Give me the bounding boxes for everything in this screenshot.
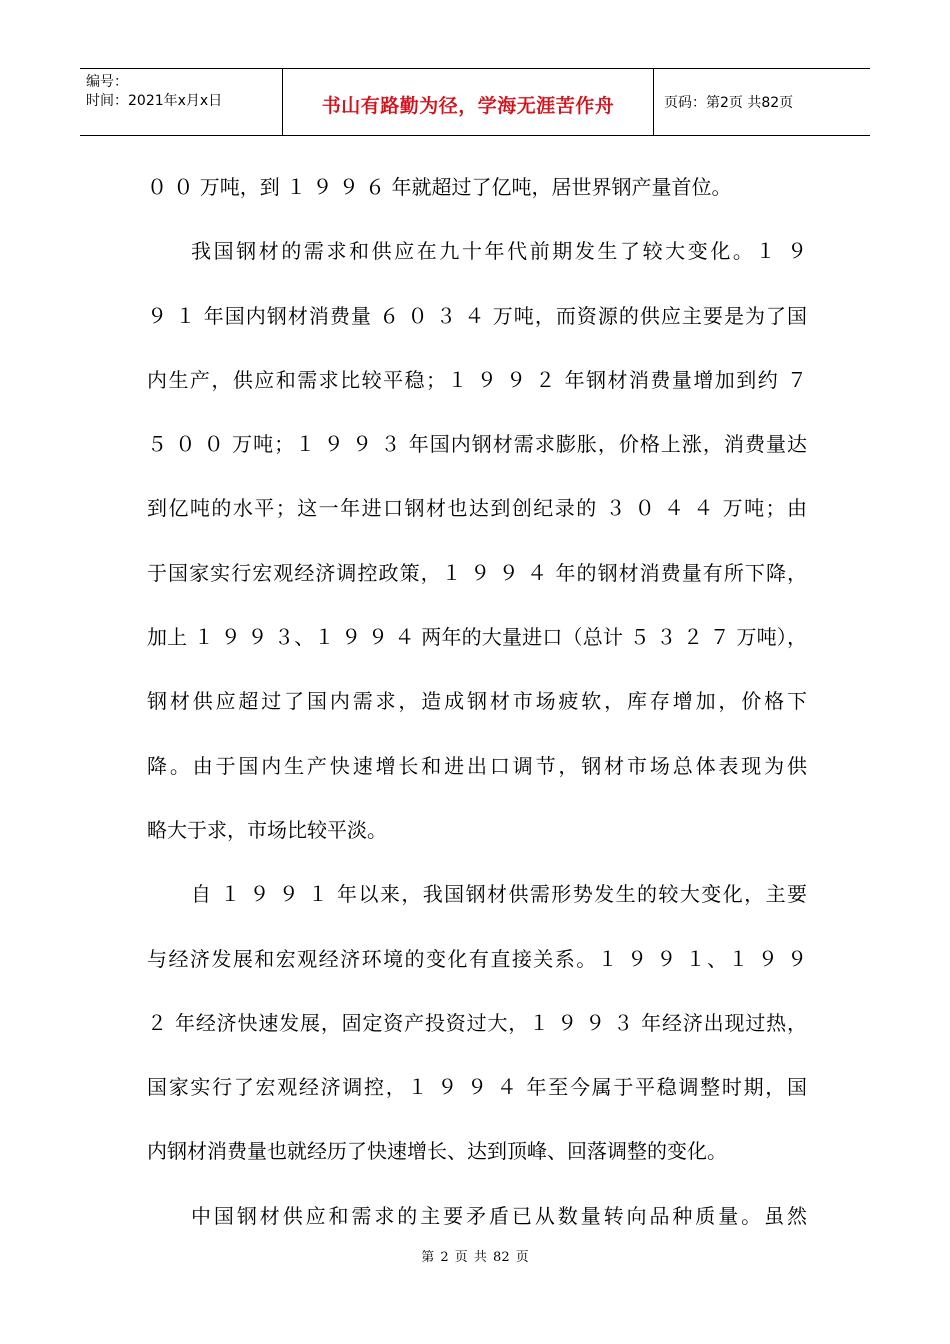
body-line: 我国钢材的需求和供应在九十年代前期发生了较大变化。１ ９ (191, 239, 807, 264)
header-page-cell (654, 69, 870, 135)
body-line: ５ ０ ０ 万吨；１ ９ ９ ３ 年国内钢材需求膨胀，价格上涨，消费量达 (147, 432, 807, 457)
body-line: ２ 年经济快速发展，固定资产投资过大，１ ９ ９ ３ 年经济出现过热， (147, 1010, 807, 1035)
header-meta-cell (80, 69, 282, 135)
body-line: 国家实行了宏观经济调控，１ ９ ９ ４ 年至今属于平稳调整时期，国 (147, 1075, 807, 1100)
body-line: 自 １ ９ ９ １ 年以来，我国钢材供需形势发生的较大变化，主要 (191, 882, 807, 907)
document-number-label: 编号： (86, 74, 128, 90)
page-footer: 第 2 页 共 82 页 (421, 1250, 529, 1265)
body-line: 到亿吨的水平；这一年进口钢材也达到创纪录的 ３ ０ ４ ４ 万吨；由 (147, 496, 807, 521)
body-line: 降。由于国内生产快速增长和进出口调节，钢材市场总体表现为供 (147, 753, 807, 778)
body-line: 加上 １ ９ ９ ３、１ ９ ９ ４ 两年的大量进口（总计 ５ ３ ２ ７ 万吨）， (147, 625, 807, 650)
body-line: 于国家实行宏观经济调控政策，１ ９ ９ ４ 年的钢材消费量有所下降， (147, 560, 807, 585)
header-page-number: 页码：第2页 共82页 (664, 95, 794, 111)
document-body (147, 155, 807, 1248)
body-line: 钢材供应超过了国内需求，造成钢材市场疲软，库存增加，价格下 (147, 689, 807, 714)
body-line: 略大于求，市场比较平淡。 (147, 817, 387, 842)
body-line: 与经济发展和宏观经济环境的变化有直接关系。１ ９ ９ １、１ ９ ９ (147, 946, 807, 971)
body-line: 内生产，供应和需求比较平稳；１ ９ ９ ２ 年钢材消费量增加到约 ７ (147, 367, 807, 392)
body-line: 中国钢材供应和需求的主要矛盾已从数量转向品种质量。虽然 (191, 1203, 807, 1228)
body-line: ０ ０ 万吨，到 １ ９ ９ ６ 年就超过了亿吨，居世界钢产量首位。 (147, 175, 732, 199)
page-header (80, 68, 870, 136)
body-line: 内钢材消费量也就经历了快速增长、达到顶峰、回落调整的变化。 (147, 1139, 727, 1164)
document-time-label: 时间：2021年x月x日 (86, 93, 223, 109)
header-motto-cell (282, 69, 654, 135)
body-line: ９ １ 年国内钢材消费量 ６ ０ ３ ４ 万吨，而资源的供应主要是为了国 (147, 303, 807, 328)
header-motto: 书山有路勤为径，学海无涯苦作舟 (321, 94, 615, 117)
